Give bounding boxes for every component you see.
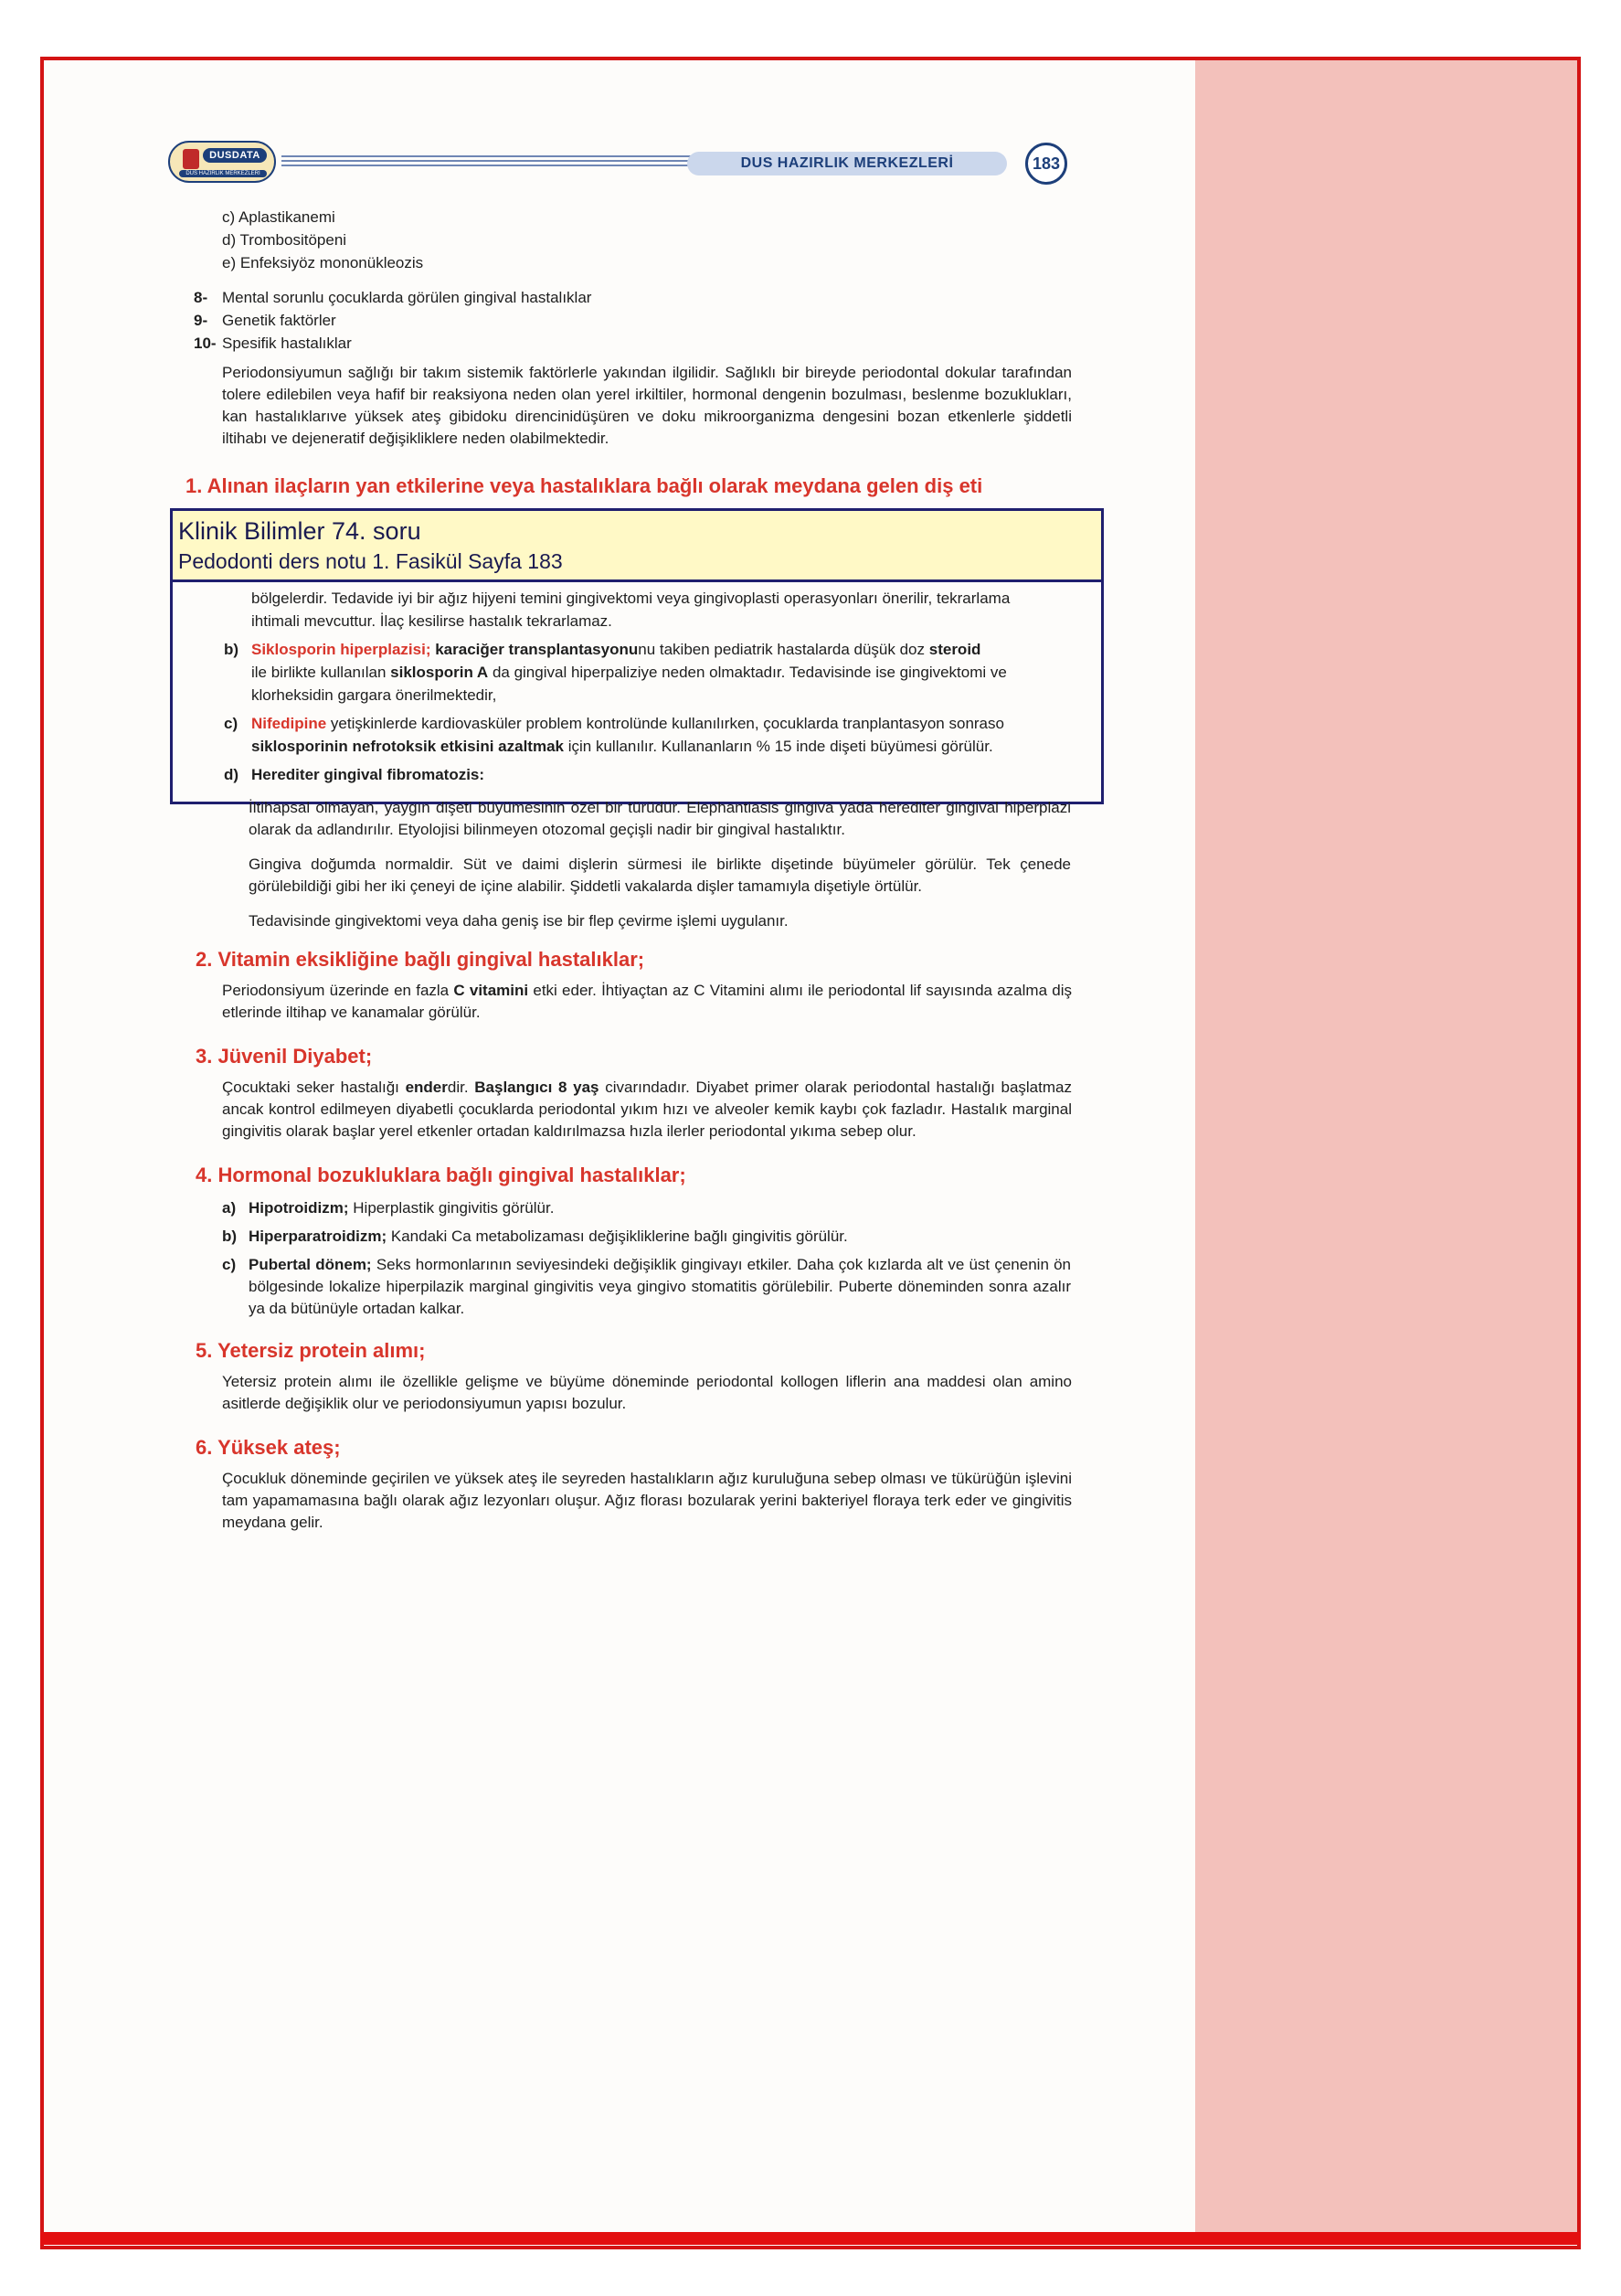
page-header [168, 137, 1073, 190]
section4-item-b [249, 1226, 848, 1248]
text-line: klorheksidin gargara önerilmektedir, [251, 686, 497, 704]
text-run: Kandaki Ca metabolizaması değişikliklerine bağlı gingivitis görülür. [390, 1228, 848, 1245]
section4-item-c [249, 1254, 1071, 1320]
gingiva-paragraph: Gingiva doğumda normaldir. Süt ve daimi dişlerin sürmesi ile birlikte dişetinde büyümeler görülür. Tek çenede görülebildiği gibi her iki çeneyi de içine alabilir. Şiddetli vakalarda dişler tamamıyla dişetiyle örtülür. [249, 856, 1071, 895]
side-margin-panel [1195, 60, 1577, 2235]
treatment-line: Tedavisinde gingivektomi veya daha geniş ise bir flep çevirme işlemi uygulanır. [249, 912, 789, 930]
red-term: Nifedipine [251, 715, 327, 732]
annotation-header [173, 511, 1101, 582]
list-item: Spesifik hastalıklar [222, 335, 352, 352]
section-heading: 4. Hormonal bozukluklara bağlı gingival hastalıklar; [196, 1164, 686, 1186]
text-run: Seks hormonlarının seviyesindeki değişiklik gingivayı etkiler. Daha çok kızlarda alt ve üst çenenin ön bölgesinde lokalize hiperpilazik marginal gingivitis veya gingivo stomatitis görülebilir. Puberte döneminden sonra azalır ya da bütünüyle ortadan kalkar. [249, 1256, 1071, 1317]
item-label: c) [222, 1256, 237, 1273]
dusdata-logo [168, 141, 276, 183]
bold-term: siklosporin A [390, 664, 489, 681]
bold-term: steroid [928, 641, 981, 658]
text-run: Çocuktaki seker hastalığı [222, 1079, 399, 1096]
list-number: 10- [194, 335, 217, 352]
bold-term: karaciğer transplantasyonu [435, 641, 639, 658]
list-item: Mental sorunlu çocuklarda görülen gingival hastalıklar [222, 289, 592, 306]
section5-paragraph: Yetersiz protein alımı ile özellikle gelişme ve büyüme döneminde periodontal kollogen liflerin ana maddesi olan amino asitlerde değişiklik olur ve periodonsiyumun yapısı bozulur. [222, 1373, 1072, 1412]
intro-paragraph: Periodonsiyumun sağlığı bir takım sistemik faktörlerle yakından ilgilidir. Sağlıklı bir bireyde periodontal dokular tarafından tolere edilebilen veya hafif bir reaksiyona neden olan yerel irkiltiler, hormonal dengenin bozulması, beslenme bozuklukları, kan hastalıklarıve yüksek ateş gibidoku direncinidüşüren ve doku mikroorganizma dengesini bozan etkenlerle şiddetli iltihabı ve dejeneratif değişikliklere neden olabilmektedir. [222, 364, 1072, 447]
text-run: yetişkinlerde kardiovasküler problem kontrolünde kullanılırken, çocuklarda tranplantasyon sonraso [330, 715, 1004, 732]
note-item-b-line2 [251, 662, 1096, 684]
red-term: Siklosporin hiperplazisi; [251, 641, 431, 658]
bold-term: Hipotroidizm; [249, 1199, 349, 1217]
item-label: c) [224, 715, 238, 732]
bold-term: ender [405, 1079, 448, 1096]
section6-paragraph: Çocukluk döneminde geçirilen ve yüksek ateş ile seyreden hastalıkların ağız kuruluğuna sebep olması ve tükürüğün işlevini tam yapamamasına bağlı olarak ağız lezyonları oluşur. Ağız florası bozularak yerini bakteriyel floraya terk eder ve gingivitis meydana gelir. [222, 1470, 1072, 1531]
section-heading: 1. Alınan ilaçların yan etkilerine veya hastalıklara bağlı olarak meydana gelen diş eti [185, 474, 983, 497]
bold-term: C vitamini [453, 982, 529, 999]
section-heading: 2. Vitamin eksikliğine bağlı gingival hastalıklar; [196, 948, 645, 971]
text-line: ihtimali mevcuttur. İlaç kesilirse hastalık tekrarlamaz. [251, 612, 612, 630]
note-item-c-line2 [251, 736, 1096, 758]
text-run: da gingival hiperpaliziye neden olmaktadır. Tedavisinde ise gingivektomi ve [492, 664, 1007, 681]
logo-subtext: DUS HAZIRLIK MERKEZLERİ [179, 170, 267, 177]
bold-term: siklosporinin nefrotoksik etkisini azaltmak [251, 738, 564, 755]
section4-item-a [249, 1197, 554, 1219]
item-label: b) [224, 641, 239, 658]
item-label: b) [222, 1228, 238, 1245]
list-number: 9- [194, 312, 208, 329]
item-label: d) [224, 766, 239, 783]
page-number: 183 [1025, 143, 1067, 185]
list-item: d) Trombositöpeni [222, 231, 347, 249]
red-term: Herediter gingival fibromatozis: [251, 766, 485, 783]
annotation-subtitle: Pedodonti ders notu 1. Fasikül Sayfa 183 [178, 549, 563, 573]
text-run: nu takiben pediatrik hastalarda düşük doz [638, 641, 926, 658]
section2-paragraph [222, 980, 1072, 1024]
list-item: c) Aplastikanemi [222, 208, 335, 226]
bottom-red-bar [40, 2232, 1581, 2245]
logo-text: DUSDATA [203, 148, 267, 163]
header-banner: DUS HAZIRLIK MERKEZLERİ [687, 152, 1007, 175]
section3-paragraph [222, 1077, 1072, 1143]
section-heading: 6. Yüksek ateş; [196, 1436, 341, 1459]
list-item: e) Enfeksiyöz mononükleozis [222, 254, 424, 271]
list-item: Genetik faktörler [222, 312, 336, 329]
text-run: dir. [447, 1079, 469, 1096]
d-paragraph: İltihapsal olmayan, yaygın dişeti büyümesinin özel bir türüdür. Elephantiasis gingiva yada herediter gingival hiperplazi olarak da adlandırılır. Etyolojisi bilinmeyen otozomal geçişli nadir bir gingival hastalıktır. [249, 799, 1071, 838]
note-item-c [251, 713, 1096, 735]
text-run: civarındadır. Diyabet primer olarak periodontal hastalığı başlatmaz ancak kontrol edilmeyen diyabetli çocuklarda periodontal yıkım hızı ve alveoler kemik kaybı çok fazladır. Hastalık marginal gingivitis olarak başlar yerel etkenler ortadan kaldırılmazsa hızla ilerler periodontal yıkıma sebep olur. [222, 1079, 1072, 1140]
list-number: 8- [194, 289, 208, 306]
text-run: Hiperplastik gingivitis görülür. [353, 1199, 555, 1217]
note-item-b [251, 639, 1096, 661]
text-run: ile birlikte kullanılan [251, 664, 387, 681]
item-label: a) [222, 1199, 237, 1217]
tooth-icon [183, 149, 199, 169]
section-heading: 5. Yetersiz protein alımı; [196, 1339, 426, 1362]
bold-term: Pubertal dönem; [249, 1256, 372, 1273]
text-run: etki eder. İhtiyaçtan az C Vitamini alımı ile periodontal lif sayısında azalma diş etlerinde iltihap ve kanamalar görülür. [222, 982, 1072, 1021]
annotation-title: Klinik Bilimler 74. soru [178, 517, 421, 545]
bold-term: Hiperparatroidizm; [249, 1228, 387, 1245]
bold-term: Başlangıcı 8 yaş [474, 1079, 599, 1096]
text-run: Periodonsiyum üzerinde en fazla [222, 982, 450, 999]
annotation-box [170, 508, 1104, 804]
text-line: bölgelerdir. Tedavide iyi bir ağız hijyeni temini gingivektomi veya gingivoplasti operasyonları önerilir, tekrarlama [251, 590, 1011, 607]
section-heading: 3. Jüvenil Diyabet; [196, 1045, 373, 1068]
text-run: için kullanılır. Kullananların % 15 inde dişeti büyümesi görülür. [567, 738, 993, 755]
